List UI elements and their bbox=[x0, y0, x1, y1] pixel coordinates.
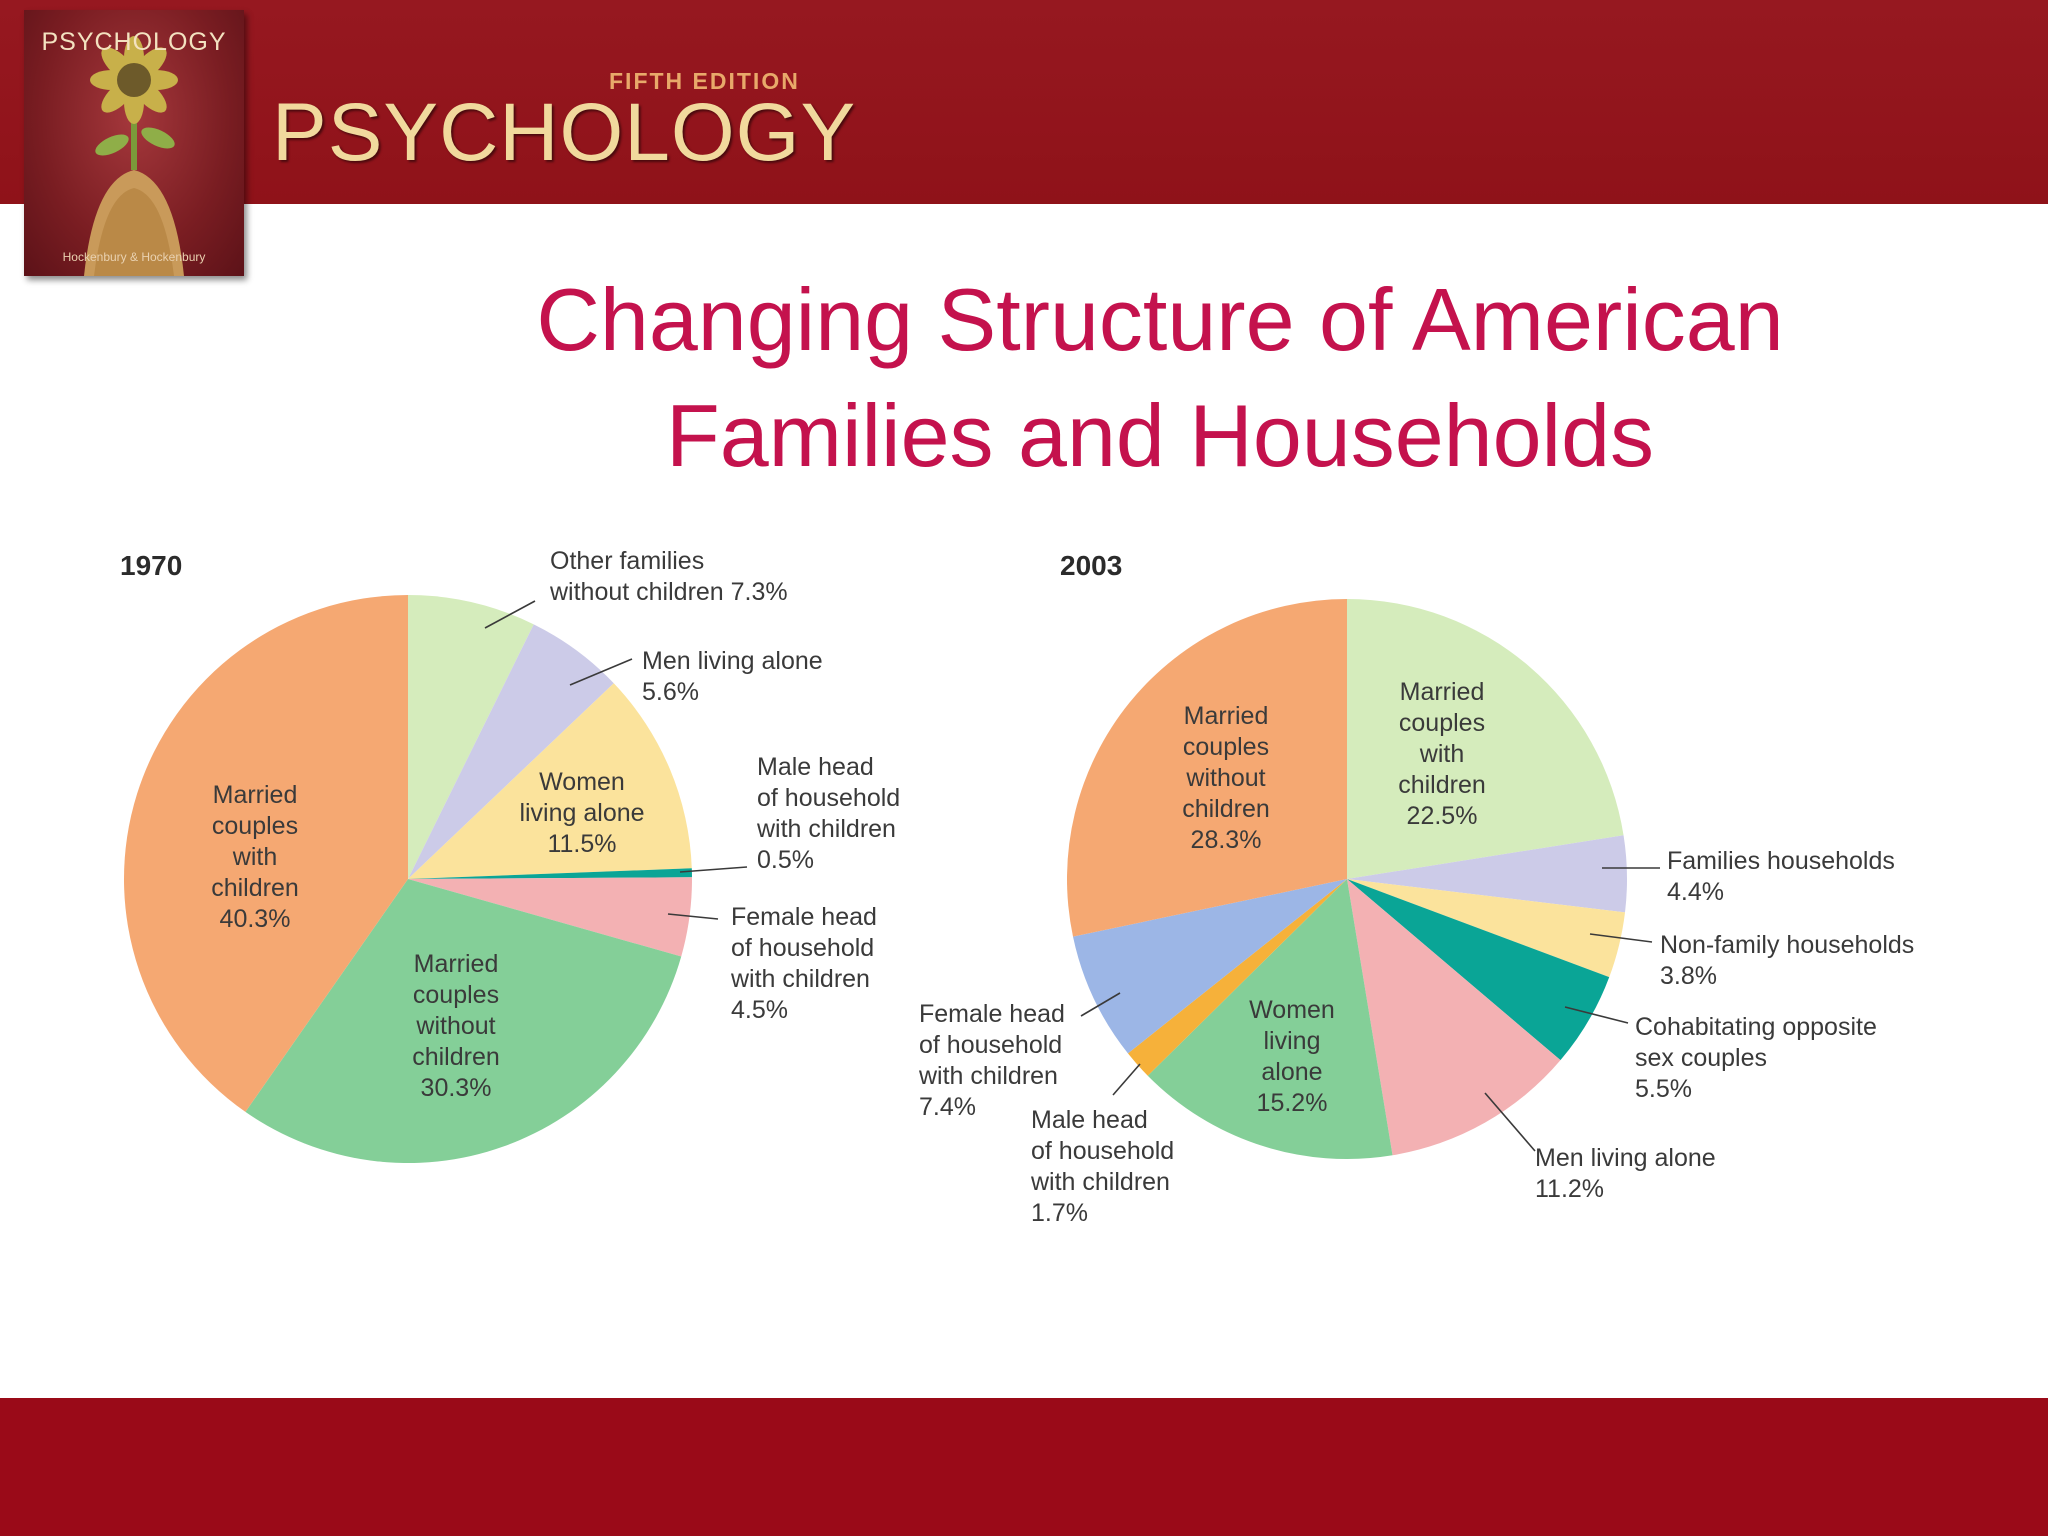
label-line-2003-women-living-alone-3: 15.2% bbox=[1256, 1089, 1328, 1117]
label-line-1970-female-head-of-household-with-children-3: 4.5% bbox=[731, 996, 788, 1024]
label-line-1970-women-living-alone-0: Women bbox=[539, 768, 625, 796]
label-line-1970-women-living-alone-2: 11.5% bbox=[547, 830, 617, 858]
label-line-2003-male-head-of-household-with-children-2: with children bbox=[1031, 1168, 1170, 1196]
slice-2003-married-couples-with-children bbox=[1347, 599, 1624, 879]
label-line-2003-women-living-alone-1: living bbox=[1263, 1027, 1321, 1055]
label-line-2003-families-households-1: 4.4% bbox=[1667, 878, 1724, 906]
label-2003-married-couples-without-children bbox=[1182, 702, 1270, 854]
label-line-2003-married-couples-with-children-3: children bbox=[1398, 771, 1486, 799]
label-line-1970-married-couples-without-children-4: 30.3% bbox=[420, 1074, 492, 1102]
edition-label: FIFTH EDITION bbox=[609, 68, 800, 94]
label-line-1970-male-head-of-household-with-children-0: Male head bbox=[757, 753, 874, 781]
label-line-1970-men-living-alone-0: Men living alone bbox=[642, 647, 823, 675]
label-1970-female-head-of-household-with-children bbox=[730, 903, 877, 1024]
label-1970-male-head-of-household-with-children bbox=[756, 753, 900, 874]
label-line-1970-married-couples-with-children-2: with bbox=[232, 843, 278, 871]
label-line-2003-men-living-alone-0: Men living alone bbox=[1535, 1144, 1716, 1172]
cover-title: PSYCHOLOGY bbox=[41, 28, 227, 56]
label-line-2003-married-couples-with-children-2: with bbox=[1419, 740, 1465, 768]
slide-title-line-2: Families and Households bbox=[665, 386, 1655, 485]
label-line-2003-married-couples-without-children-3: children bbox=[1182, 795, 1270, 823]
label-line-2003-married-couples-without-children-4: 28.3% bbox=[1190, 826, 1262, 854]
label-line-1970-married-couples-with-children-3: children bbox=[211, 874, 299, 902]
label-line-1970-other-families-without-children-0: Other families bbox=[550, 547, 705, 575]
label-line-2003-female-head-of-household-with-children-3: 7.4% bbox=[919, 1093, 976, 1121]
label-line-2003-cohabitating-opposite-sex-couples-2: 5.5% bbox=[1635, 1075, 1692, 1103]
label-line-1970-female-head-of-household-with-children-1: of household bbox=[731, 934, 875, 962]
label-line-2003-cohabitating-opposite-sex-couples-0: Cohabitating opposite bbox=[1635, 1013, 1877, 1041]
slide-title-line-1: Changing Structure of American bbox=[536, 270, 1784, 369]
pie-year-1970: 1970 bbox=[120, 550, 183, 581]
label-line-2003-married-couples-without-children-2: without bbox=[1186, 764, 1266, 792]
label-2003-male-head-of-household-with-children bbox=[1030, 1106, 1174, 1227]
label-2003-female-head-of-household-with-children bbox=[918, 1000, 1065, 1121]
label-line-1970-male-head-of-household-with-children-2: with children bbox=[757, 815, 896, 843]
label-line-2003-cohabitating-opposite-sex-couples-1: sex couples bbox=[1635, 1044, 1768, 1072]
label-line-1970-married-couples-without-children-3: children bbox=[412, 1043, 500, 1071]
label-line-1970-men-living-alone-1: 5.6% bbox=[642, 678, 699, 706]
pie-chart-1970 bbox=[120, 547, 900, 1163]
label-line-2003-married-couples-with-children-1: couples bbox=[1398, 709, 1486, 737]
label-line-1970-female-head-of-household-with-children-0: Female head bbox=[731, 903, 877, 931]
label-line-2003-non-family-households-1: 3.8% bbox=[1660, 962, 1717, 990]
book-brand-title: PSYCHOLOGY bbox=[272, 87, 857, 178]
label-line-2003-married-couples-with-children-0: Married bbox=[1399, 678, 1485, 706]
label-line-2003-women-living-alone-2: alone bbox=[1261, 1058, 1323, 1086]
cover-authors: Hockenbury & Hockenbury bbox=[62, 250, 206, 264]
label-line-1970-married-couples-with-children-0: Married bbox=[212, 781, 298, 809]
label-line-1970-female-head-of-household-with-children-2: with children bbox=[731, 965, 870, 993]
label-line-1970-married-couples-without-children-0: Married bbox=[413, 950, 499, 978]
label-2003-families-households bbox=[1667, 847, 1895, 906]
label-line-1970-male-head-of-household-with-children-1: of household bbox=[757, 784, 901, 812]
leader-line-2003-male-head-of-household-with-children bbox=[1113, 1064, 1140, 1095]
label-1970-married-couples-without-children bbox=[412, 950, 500, 1102]
label-line-1970-married-couples-without-children-1: couples bbox=[412, 981, 500, 1009]
label-line-2003-married-couples-without-children-1: couples bbox=[1182, 733, 1270, 761]
pie-chart-2003 bbox=[918, 550, 1914, 1227]
label-line-2003-male-head-of-household-with-children-3: 1.7% bbox=[1031, 1199, 1088, 1227]
label-2003-non-family-households bbox=[1660, 931, 1914, 990]
label-line-1970-married-couples-without-children-2: without bbox=[416, 1012, 496, 1040]
label-line-2003-men-living-alone-1: 11.2% bbox=[1535, 1175, 1605, 1203]
label-line-2003-male-head-of-household-with-children-0: Male head bbox=[1031, 1106, 1148, 1134]
label-line-2003-female-head-of-household-with-children-2: with children bbox=[919, 1062, 1058, 1090]
label-1970-other-families-without-children bbox=[549, 547, 788, 606]
label-line-1970-other-families-without-children-1: without children 7.3% bbox=[550, 578, 788, 606]
pie-year-2003: 2003 bbox=[1060, 550, 1123, 581]
label-line-2003-female-head-of-household-with-children-0: Female head bbox=[919, 1000, 1065, 1028]
label-line-2003-married-couples-with-children-4: 22.5% bbox=[1406, 802, 1478, 830]
label-line-1970-married-couples-with-children-1: couples bbox=[211, 812, 299, 840]
label-line-2003-married-couples-without-children-0: Married bbox=[1183, 702, 1269, 730]
label-line-1970-married-couples-with-children-4: 40.3% bbox=[219, 905, 291, 933]
label-2003-men-living-alone bbox=[1535, 1144, 1716, 1203]
label-line-2003-women-living-alone-0: Women bbox=[1249, 996, 1335, 1024]
label-line-2003-families-households-0: Families households bbox=[1667, 847, 1895, 875]
label-line-2003-non-family-households-0: Non-family households bbox=[1660, 931, 1915, 959]
label-line-2003-female-head-of-household-with-children-1: of household bbox=[919, 1031, 1063, 1059]
label-line-2003-male-head-of-household-with-children-1: of household bbox=[1031, 1137, 1175, 1165]
label-1970-men-living-alone bbox=[642, 647, 823, 706]
label-2003-cohabitating-opposite-sex-couples bbox=[1635, 1013, 1877, 1103]
label-line-1970-women-living-alone-1: living alone bbox=[519, 799, 645, 827]
label-line-1970-male-head-of-household-with-children-3: 0.5% bbox=[757, 846, 814, 874]
